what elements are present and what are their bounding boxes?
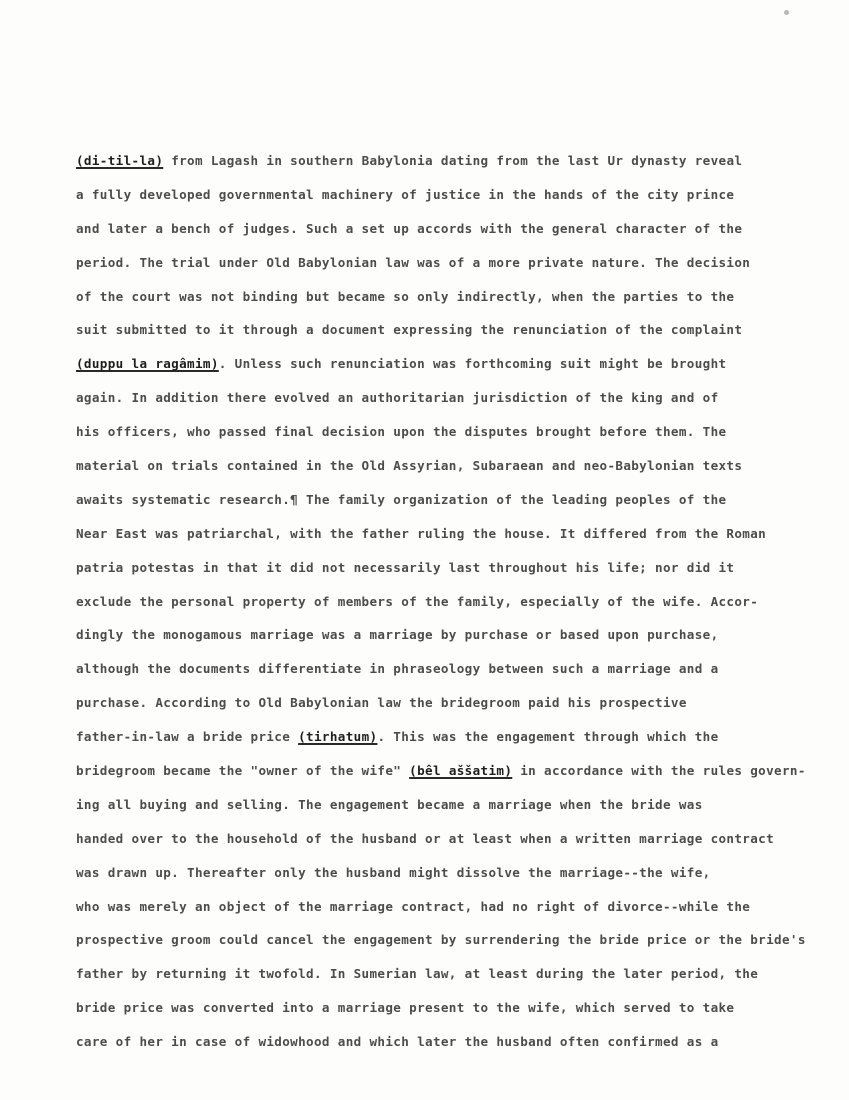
text-line: father by returning it twofold. In Sumerian law, at least during the later period, the [76, 966, 759, 982]
text-line: ing all buying and selling. The engagement became a marriage when the bride was [76, 796, 703, 812]
body-text [76, 144, 846, 1059]
underlined-term: (duppu la ragâmim) [76, 356, 219, 372]
text-line: awaits systematic research.¶ The family organization of the leading peoples of the [76, 491, 727, 507]
paper-speck [784, 10, 789, 15]
text-line: a fully developed governmental machinery of justice in the hands of the city prince [76, 186, 735, 202]
text-line: Near East was patriarchal, with the father ruling the house. It differed from the Roman [76, 525, 767, 541]
text-line: of the court was not binding but became so only indirectly, when the parties to the [76, 288, 735, 304]
text-line: and later a bench of judges. Such a set up accords with the general character of the [76, 220, 743, 236]
text-line: bridegroom became the "owner of the wife" (bêl aššatim) in accordance with the rules govern- [76, 763, 806, 779]
underlined-term: (tirhatum) [298, 729, 378, 745]
text-line: bride price was converted into a marriage present to the wife, which served to take [76, 1000, 735, 1016]
text-line: his officers, who passed final decision upon the disputes brought before them. The [76, 424, 727, 440]
text-line: exclude the personal property of members of the family, especially of the wife. Accor- [76, 593, 759, 609]
underlined-term: (bêl aššatim) [409, 763, 513, 779]
text-line: handed over to the household of the husband or at least when a written marriage contract [76, 830, 775, 846]
text-line: care of her in case of widowhood and which later the husband often confirmed as a [76, 1034, 719, 1050]
text-line: although the documents differentiate in phraseology between such a marriage and a [76, 661, 719, 677]
text-line: suit submitted to it through a document expressing the renunciation of the complaint [76, 322, 743, 338]
text-line: (duppu la ragâmim). Unless such renunciation was forthcoming suit might be brought [76, 356, 727, 372]
text-line: period. The trial under Old Babylonian law was of a more private nature. The decision [76, 254, 751, 270]
text-line: patria potestas in that it did not necessarily last throughout his life; nor did it [76, 559, 735, 575]
text-line: who was merely an object of the marriage contract, had no right of divorce--while the [76, 898, 751, 914]
text-line: dingly the monogamous marriage was a marriage by purchase or based upon purchase, [76, 627, 719, 643]
text-line: prospective groom could cancel the engagement by surrendering the bride price or the bride's [76, 932, 806, 948]
text-line: purchase. According to Old Babylonian law the bridegroom paid his prospective [76, 695, 687, 711]
text-line: father-in-law a bride price (tirhatum). This was the engagement through which the [76, 729, 719, 745]
text-line: was drawn up. Thereafter only the husband might dissolve the marriage--the wife, [76, 864, 711, 880]
text-line: (di-til-la) from Lagash in southern Babylonia dating from the last Ur dynasty reveal [76, 153, 743, 168]
text-line: again. In addition there evolved an authoritarian jurisdiction of the king and of [76, 390, 719, 406]
text-line: material on trials contained in the Old Assyrian, Subaraean and neo-Babylonian texts [76, 458, 743, 474]
underlined-term: (di-til-la) [76, 153, 164, 168]
